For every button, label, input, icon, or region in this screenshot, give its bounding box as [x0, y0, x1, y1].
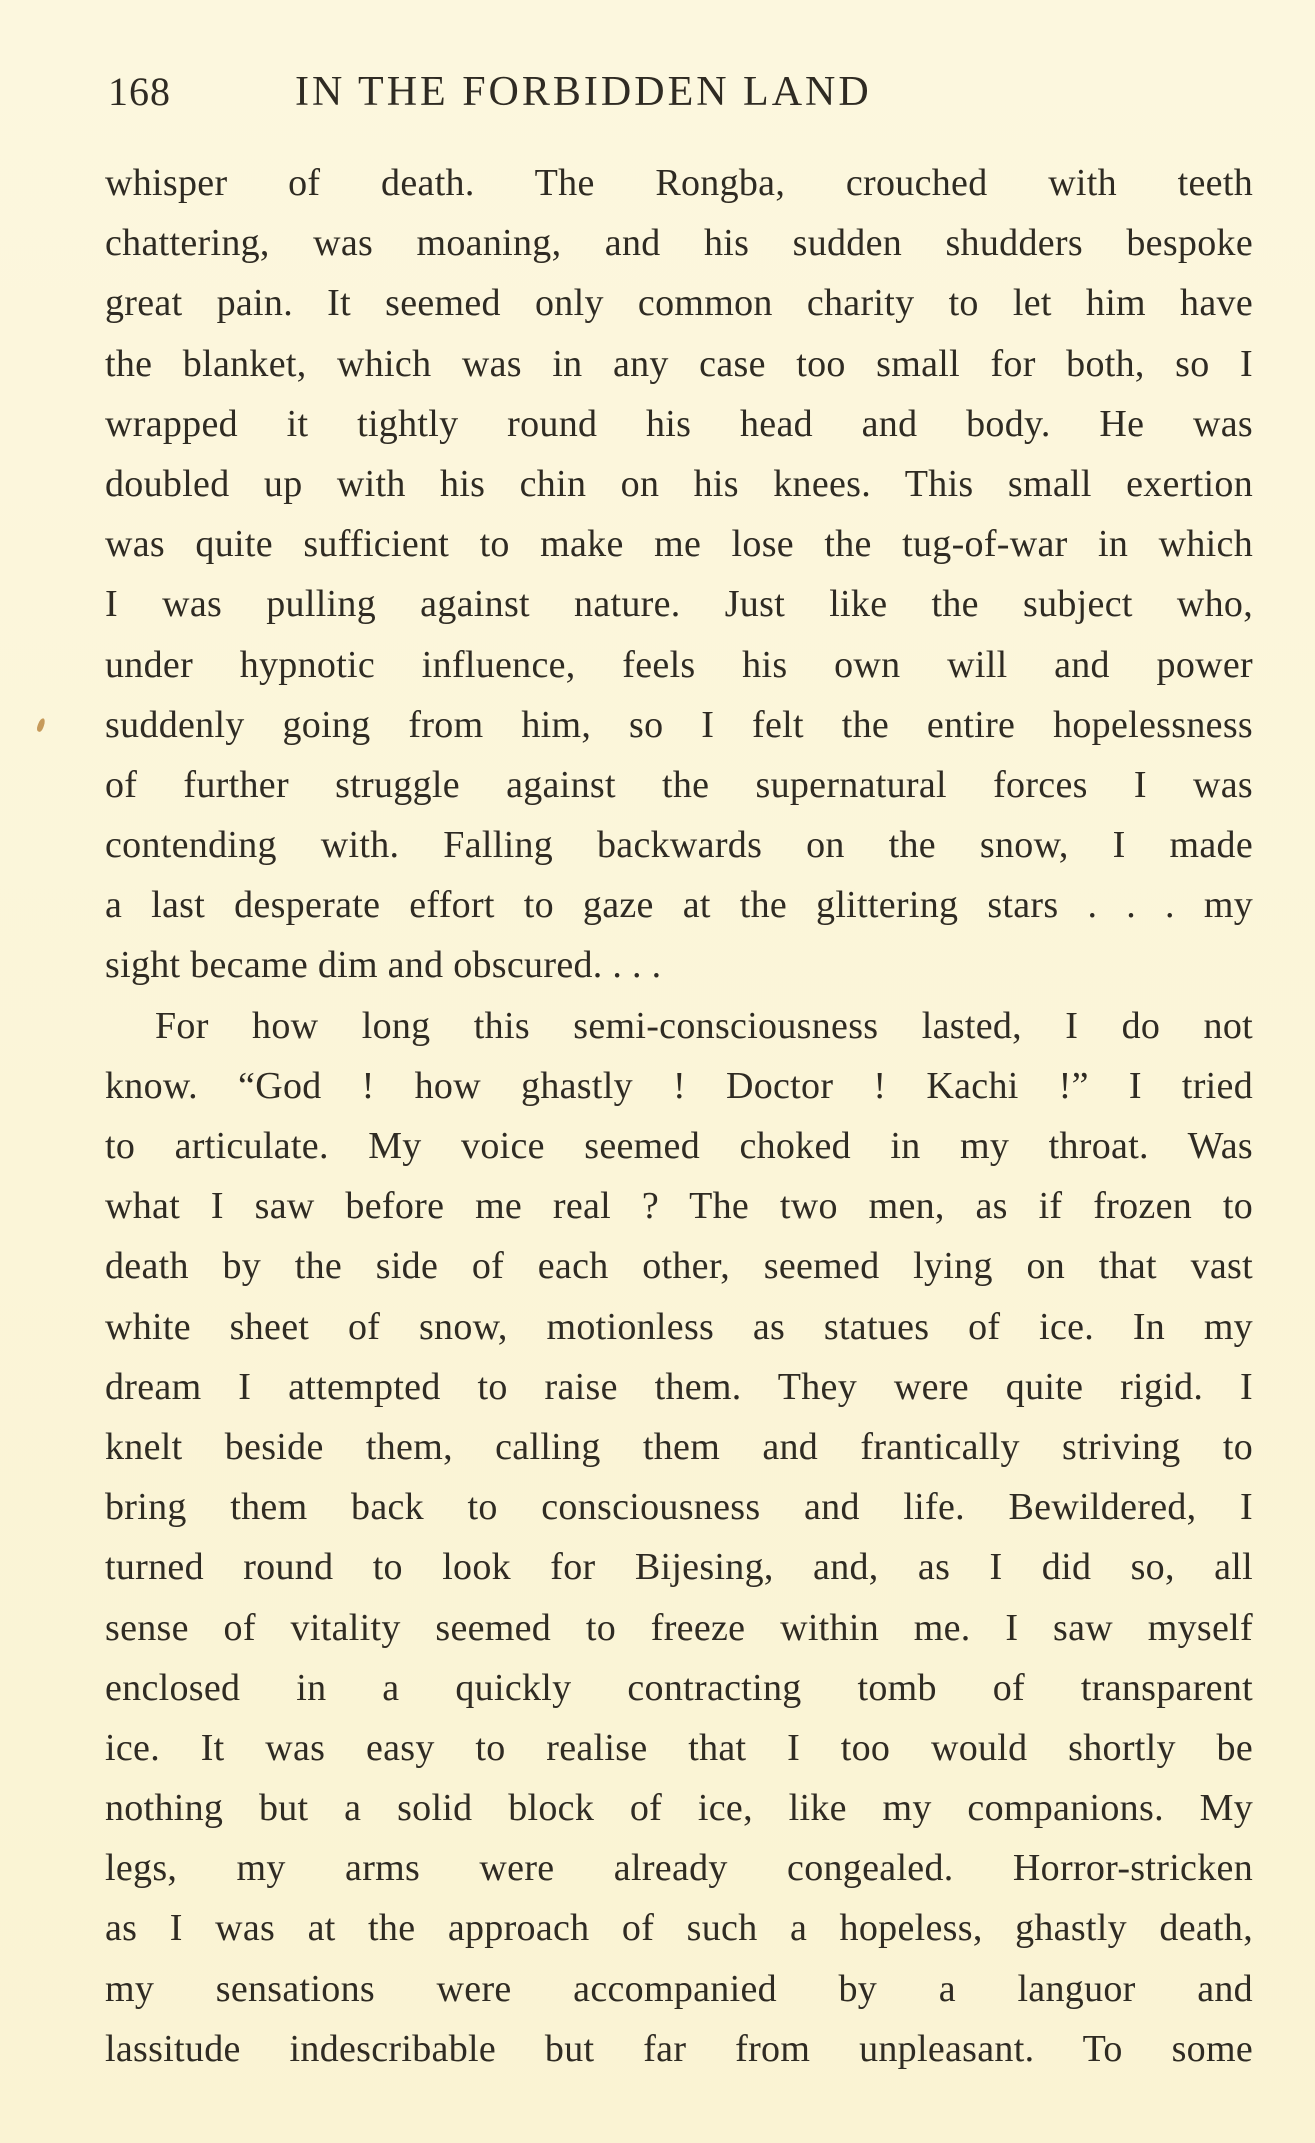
text-line: knelt beside them, calling them and frantically striving to [105, 1425, 1253, 1468]
text-line: know. “God ! how ghastly ! Doctor ! Kachi !” I tried [105, 1064, 1253, 1107]
text-line: dream I attempted to raise them. They were quite rigid. I [105, 1365, 1253, 1408]
text-line: bring them back to consciousness and life. Bewildered, I [105, 1486, 1253, 1529]
text-line: turned round to look for Bijesing, and, as I did so, all [105, 1546, 1253, 1589]
text-line: what I saw before me real ? The two men, as if frozen to [105, 1185, 1253, 1228]
margin-ink-mark [36, 717, 46, 732]
text-line: my sensations were accompanied by a languor and [105, 1967, 1253, 2010]
text-line: enclosed in a quickly contracting tomb of transparent [105, 1666, 1253, 1709]
text-line: whisper of death. The Rongba, crouched with teeth [105, 162, 1253, 204]
text-line: lassitude indescribable but far from unpleasant. To some [105, 2027, 1253, 2070]
running-title: IN THE FORBIDDEN LAND [295, 69, 872, 115]
text-line: nothing but a solid block of ice, like my companions. My [105, 1787, 1253, 1830]
text-line: death by the side of each other, seemed lying on that vast [105, 1245, 1253, 1288]
text-line: For how long this semi-consciousness lasted, I do not [155, 1004, 1253, 1047]
text-line: I was pulling against nature. Just like the subject who, [105, 583, 1253, 626]
body-text [105, 153, 1253, 2079]
text-line: white sheet of snow, motionless as statues of ice. In my [105, 1305, 1253, 1348]
text-line: legs, my arms were already congealed. Horror-stricken [105, 1847, 1253, 1890]
text-line: suddenly going from him, so I felt the entire hopelessness [105, 703, 1253, 746]
text-line: sense of vitality seemed to freeze within me. I saw myself [105, 1606, 1253, 1649]
text-line: was quite sufficient to make me lose the tug-of-war in which [105, 523, 1253, 566]
text-line: a last desperate effort to gaze at the glittering stars . . . my [105, 884, 1253, 927]
page-header [100, 62, 1230, 122]
text-line: chattering, was moaning, and his sudden shudders bespoke [105, 222, 1253, 265]
text-line: sight became dim and obscured. . . . [105, 944, 662, 987]
page-number: 168 [108, 69, 171, 114]
text-line: contending with. Falling backwards on the snow, I made [105, 824, 1253, 867]
text-line: ice. It was easy to realise that I too would shortly be [105, 1726, 1253, 1769]
text-line: under hypnotic influence, feels his own will and power [105, 643, 1253, 686]
text-line: the blanket, which was in any case too small for both, so I [105, 342, 1253, 385]
text-line: great pain. It seemed only common charity to let him have [105, 282, 1253, 325]
text-line: as I was at the approach of such a hopeless, ghastly death, [105, 1907, 1253, 1950]
text-line: to articulate. My voice seemed choked in my throat. Was [105, 1125, 1253, 1167]
text-line: of further struggle against the supernatural forces I was [105, 763, 1253, 806]
text-line: wrapped it tightly round his head and body. He was [105, 402, 1253, 445]
text-line: doubled up with his chin on his knees. This small exertion [105, 462, 1253, 505]
